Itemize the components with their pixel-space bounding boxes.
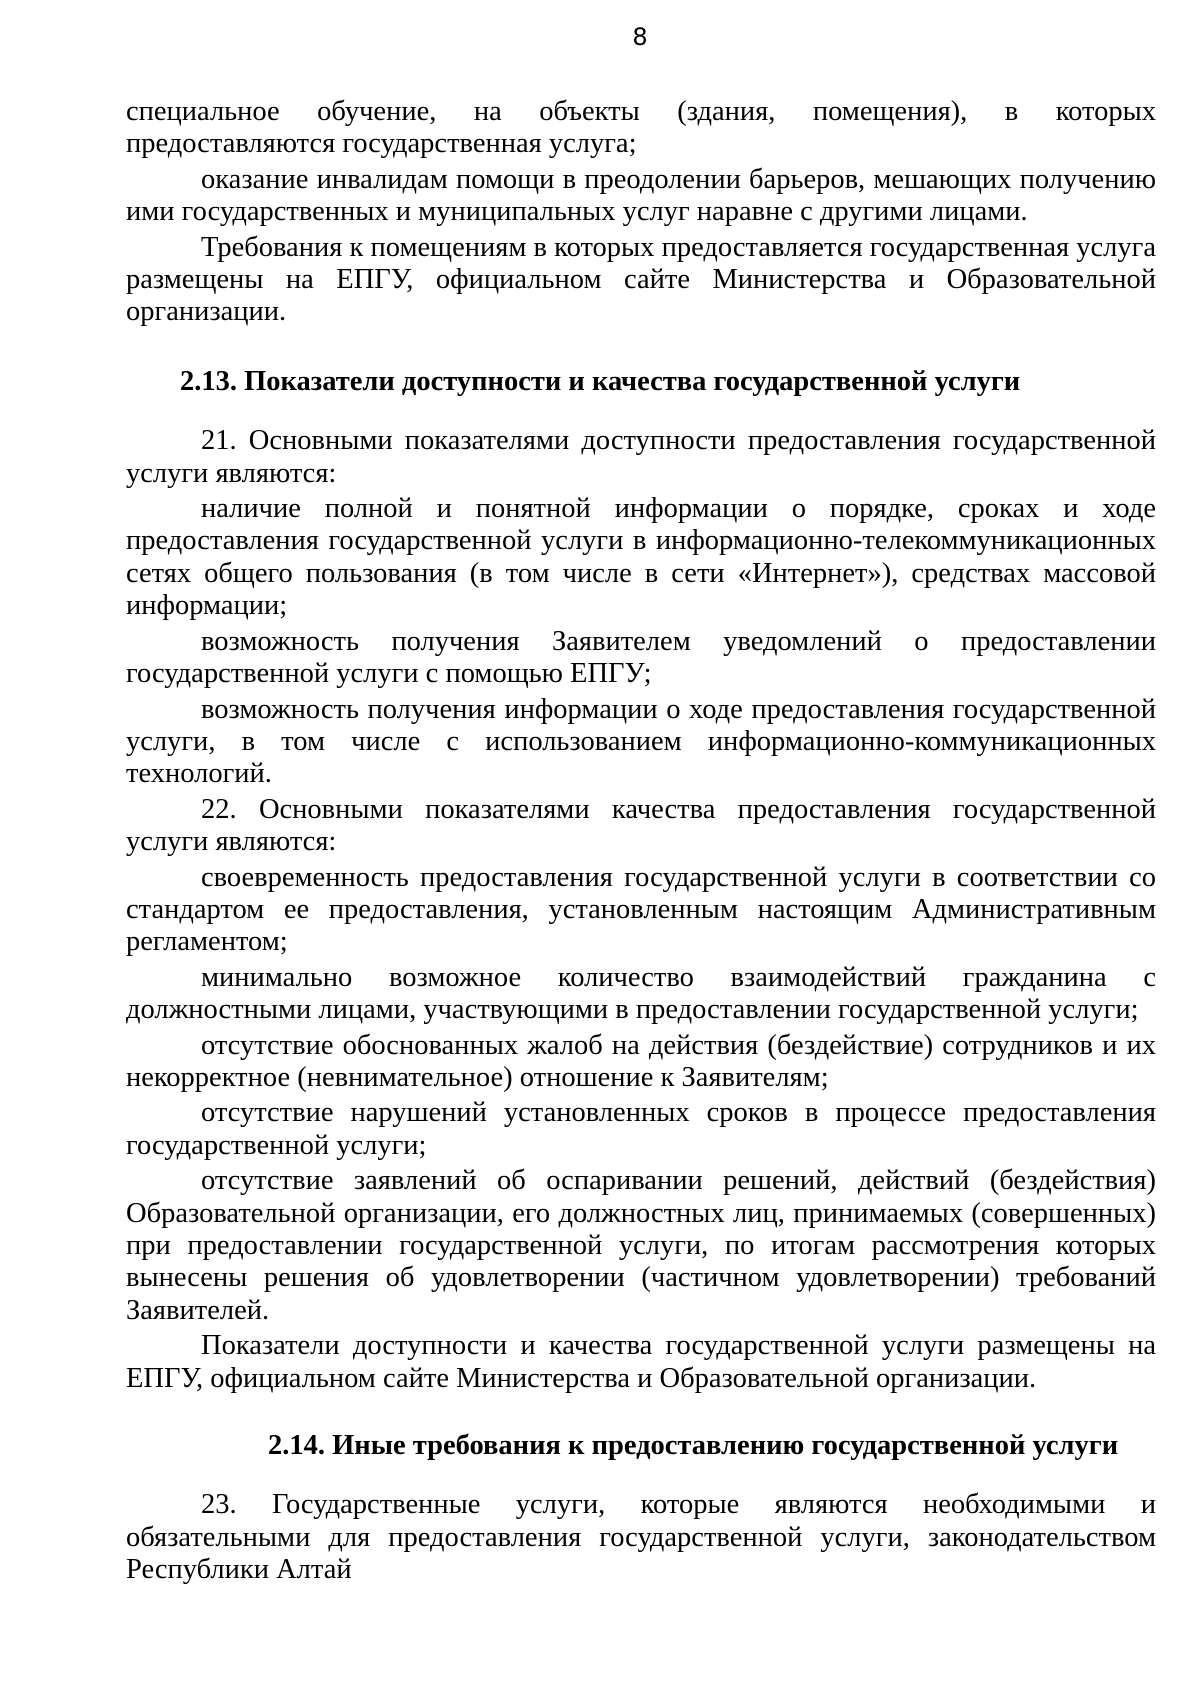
paragraph: минимально возможное количество взаимодействий гражданина с должностными лицами, участвующими в предоставлении государственной услуги; [126, 961, 1156, 1026]
paragraph: наличие полной и понятной информации о порядке, сроках и ходе предоставления государственной услуги в информационно-телекоммуникационных сетях общего пользования (в том числе в сети «Интернет»), средствах массовой информации; [126, 493, 1156, 622]
document-body [126, 96, 1156, 1587]
section-heading-2-13: 2.13. Показатели доступности и качества государственной услуги [180, 365, 1021, 397]
paragraph: отсутствие нарушений установленных сроков в процессе предоставления государственной услуги; [126, 1097, 1156, 1161]
page-number: 8 [632, 23, 648, 51]
paragraph: 23. Государственные услуги, которые являются необходимыми и обязательными для предоставления государственной услуги, законодательством Республики Алтай [126, 1489, 1156, 1586]
paragraph: отсутствие заявлений об оспаривании решений, действий (бездействия) Образовательной организации, его должностных лиц, принимаемых (совершенных) при предоставлении государственной услуги, по итогам рассмотрения которых вынесены решения об удовлетворении (частичном удовлетворении) требований Заявителей. [126, 1165, 1156, 1326]
paragraph: возможность получения Заявителем уведомлений о предоставлении государственной услуги с помощью ЕПГУ; [126, 625, 1156, 690]
paragraph: 21. Основными показателями доступности предоставления государственной услуги являются: [126, 425, 1156, 489]
paragraph: оказание инвалидам помощи в преодолении барьеров, мешающих получению ими государственных и муниципальных услуг наравне с другими лицами. [126, 163, 1156, 228]
paragraph-continuation: специальное обучение, на объекты (здания, помещения), в которых предоставляются государственная услуга; [126, 96, 1156, 160]
paragraph: отсутствие обоснованных жалоб на действия (бездействие) сотрудников и их некорректное (невнимательное) отношение к Заявителям; [126, 1029, 1156, 1093]
paragraph: 22. Основными показателями качества предоставления государственной услуги являются: [126, 793, 1156, 858]
paragraph: своевременность предоставления государственной услуги в соответствии со стандартом ее предоставления, установленным настоящим Административным регламентом; [126, 861, 1156, 958]
paragraph: Требования к помещениям в которых предоставляется государственная услуга размещены на ЕПГУ, официальном сайте Министерства и Образовательной организации. [126, 231, 1156, 328]
paragraph: Показатели доступности и качества государственной услуги размещены на ЕПГУ, официальном сайте Министерства и Образовательной организации. [126, 1330, 1156, 1394]
paragraph: возможность получения информации о ходе предоставления государственной услуги, в том числе с использованием информационно-коммуникационных технологий. [126, 693, 1156, 790]
section-heading-2-14: 2.14. Иные требования к предоставлению государственной услуги [268, 1430, 1119, 1462]
